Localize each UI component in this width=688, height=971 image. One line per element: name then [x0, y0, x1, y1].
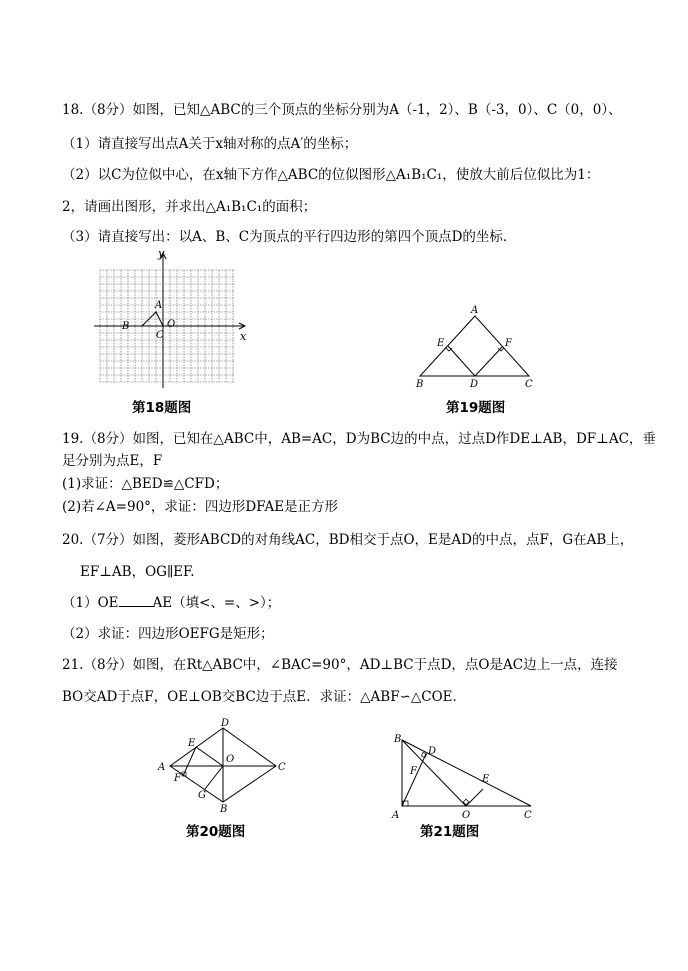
fig21-label-a: A — [392, 810, 400, 821]
fig20-label-d: D — [221, 718, 230, 729]
fig18-label-b: B — [122, 321, 130, 332]
fig18-label-o: O — [167, 319, 176, 330]
fig19-label-b: B — [416, 379, 424, 390]
q20-line2: EF⊥AB，OG∥EF. — [80, 564, 195, 580]
fig21-label-f: F — [410, 766, 417, 777]
fig21-label-c: C — [524, 810, 532, 821]
fig20-label-o: O — [226, 754, 235, 765]
q18-part2-line1: （2）以C为位似中心，在x轴下方作△ABC的位似图形△A₁B₁C₁，使放大前后位似比为1： — [62, 167, 600, 183]
fig19-label-a: A — [471, 305, 479, 316]
figure-21-right-triangle — [386, 730, 546, 822]
q19-line2: 足分别为点E，F — [62, 453, 163, 469]
fig19-label-c: C — [525, 379, 533, 390]
fig19-label-d: D — [470, 379, 479, 390]
fig20-label-f: F — [174, 773, 181, 784]
q20-part1 — [62, 594, 280, 612]
q18-stem: 18.（8分）如图，已知△ABC的三个顶点的坐标分别为A（-1，2）、B（-3，0）、C（0，0）、 — [62, 102, 622, 118]
q20-part1-suffix: AE（填<、=、>）； — [152, 595, 281, 611]
fig21-label-b: B — [394, 734, 402, 745]
q20-answer-blank[interactable] — [119, 594, 153, 607]
q21-line2: BO交AD于点F，OE⊥OB交BC边于点E．求证：△ABF∽△COE． — [62, 689, 467, 705]
fig20-label-a: A — [158, 762, 166, 773]
fig21-label-o: O — [462, 810, 471, 821]
fig18-label-a: A — [155, 300, 163, 311]
q20-part1-prefix: （1）OE — [62, 595, 119, 611]
q21-line1: 21.（8分）如图，在Rt△ABC中，∠BAC=90°，AD⊥BC于点D，点O是AC边上一点，连接 — [62, 657, 618, 673]
fig18-label-c: C — [156, 330, 164, 341]
fig21-label-d: D — [428, 746, 437, 757]
figure-18-grid — [94, 248, 254, 390]
q18-part3: （3）请直接写出：以A、B、C为顶点的平行四边形的第四个顶点D的坐标． — [62, 229, 517, 245]
figure-20-caption: 第20题图 — [186, 824, 246, 840]
figure-20-rhombus — [150, 718, 298, 814]
fig19-label-f: F — [505, 338, 512, 349]
fig21-label-e: E — [482, 774, 490, 785]
figure-19-triangle — [408, 302, 548, 392]
fig20-label-e: E — [188, 738, 196, 749]
fig19-label-e: E — [437, 338, 445, 349]
q19-part1: (1)求证：△BED≌△CFD； — [62, 476, 229, 492]
fig20-label-c: C — [278, 762, 286, 773]
q19-line1: 19.（8分）如图，已知在△ABC中，AB=AC，D为BC边的中点，过点D作DE⊥AB，DF⊥AC，垂 — [62, 431, 656, 447]
q18-part1: （1）请直接写出点A关于x轴对称的点A′的坐标； — [62, 136, 358, 152]
figure-19-caption: 第19题图 — [446, 400, 506, 416]
q20-line1: 20.（7分）如图，菱形ABCD的对角线AC，BD相交于点O，E是AD的中点，点F，G在AB上， — [62, 532, 634, 548]
q18-part2-line2: 2，请画出图形，并求出△A₁B₁C₁的面积； — [62, 199, 317, 215]
fig18-label-x: x — [240, 330, 247, 343]
q20-part2: （2）求证：四边形OEFG是矩形； — [62, 626, 274, 642]
figure-18-caption: 第18题图 — [132, 400, 192, 416]
q19-part2: (2)若∠A=90°，求证：四边形DFAE是正方形 — [62, 499, 339, 515]
fig20-label-b: B — [220, 804, 228, 814]
fig20-label-g: G — [198, 790, 206, 801]
fig18-label-y: y — [158, 248, 165, 260]
figure-21-caption: 第21题图 — [420, 824, 480, 840]
